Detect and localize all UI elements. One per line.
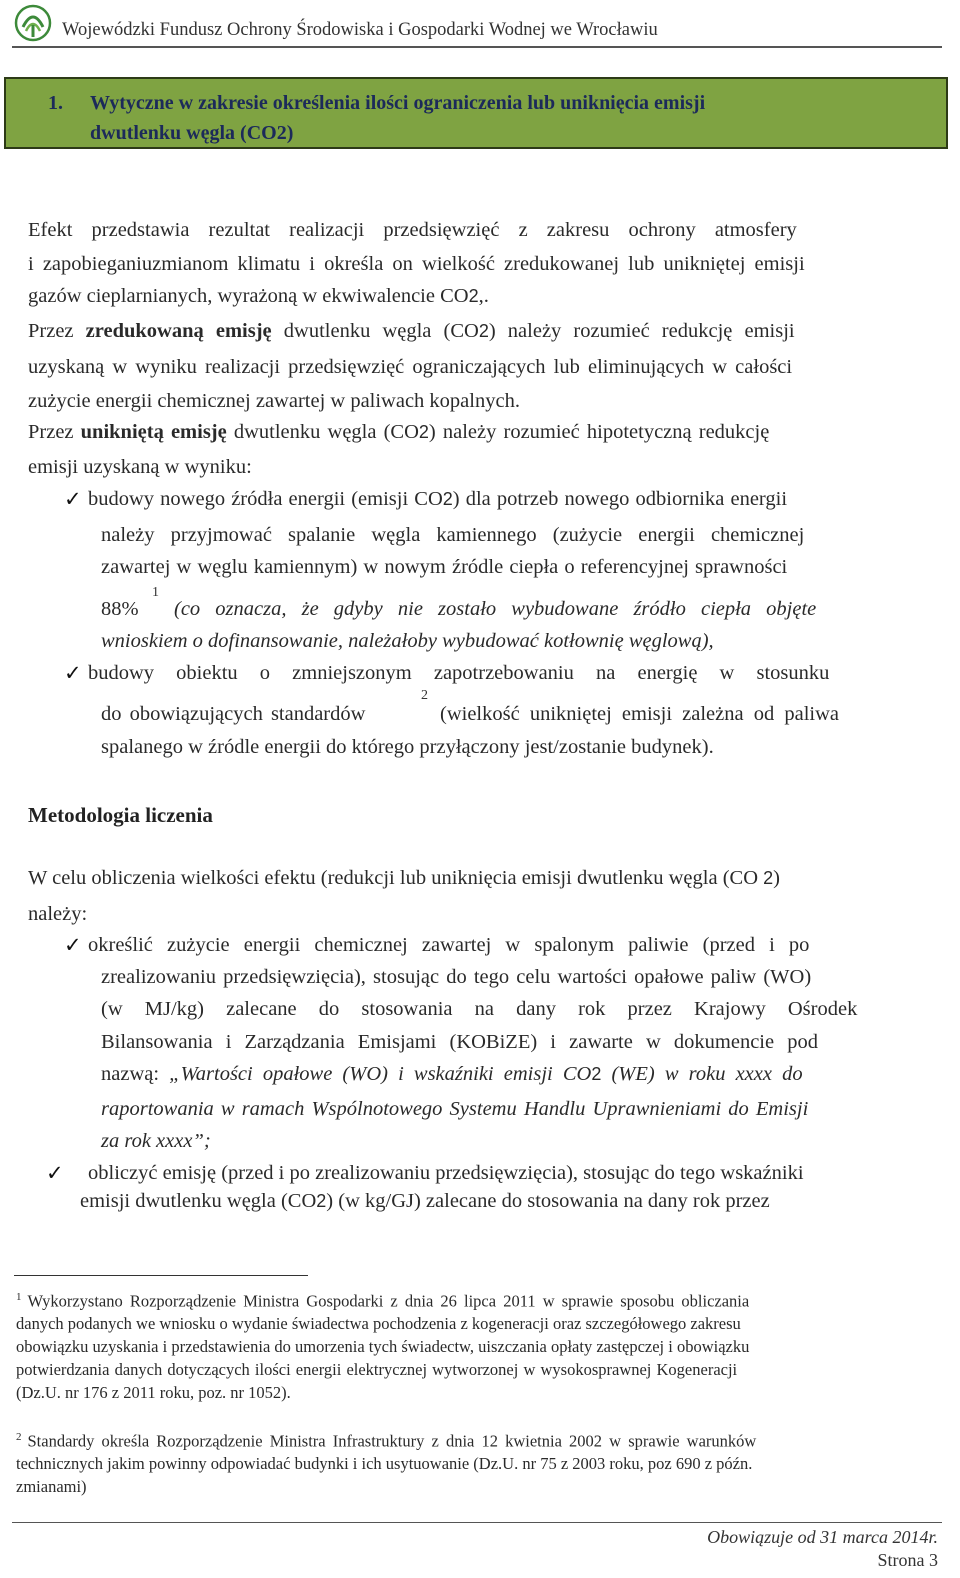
reduced-text: dwutlenku węgla (CO: [271, 320, 479, 342]
footnote-2-line-2: technicznych jakim powinny odpowiadać budynki i ich usytuowanie (Dz.U. nr 75 z 2003 roku, poz 690 z późn.: [16, 1454, 753, 1473]
reduced-line-2: uzyskaną w wyniku realizacji przedsięwzięć ograniczających lub eliminujących w całości: [28, 356, 793, 378]
footnote-1-mark: 1: [16, 1291, 22, 1303]
bullet-b1-line-3: (w MJ/kg) zalecane do stosowania na dany rok przez Krajowy Ośrodek: [101, 998, 858, 1020]
footnote-1-line-3: obowiązku uzyskania i przedstawienia do umorzenia tych świadectw, uiszczania opłaty zastępczej i obowiązku: [16, 1337, 750, 1356]
bullet-b1-line-6: raportowania w ramach Wspólnotowego Systemu Handlu Uprawnieniami do Emisji: [101, 1098, 809, 1120]
co2-subscript: 2: [763, 868, 774, 888]
bullet-a2-line-3: spalanego w źródle energii do którego przyłączony jest/zostanie budynek).: [101, 736, 714, 758]
intro-line-3-end: ,.: [478, 285, 489, 307]
header-divider: [12, 46, 942, 48]
reduced-line-3: zużycie energii chemicznej zawartej w paliwach kopalnych.: [28, 390, 520, 412]
bullet-b1-line-4: Bilansowania i Zarządzania Emisjami (KOBiZE) i zawarte w dokumencie pod: [101, 1031, 818, 1053]
co2-subscript: 2: [316, 1191, 327, 1211]
bullet-a1-line-2: należy przyjmować spalanie węgla kamiennego (zużycie energii chemicznej: [101, 524, 805, 546]
footnote-ref-1[interactable]: 1: [152, 585, 159, 600]
footnote-1-text: Wykorzystano Rozporządzenie Ministra Gospodarki z dnia 26 lipca 2011 w sprawie sposobu obliczania: [27, 1291, 750, 1311]
bullet-b1-line-5: [101, 1063, 803, 1086]
avoided-line-2: emisji uzyskaną w wyniku:: [28, 456, 252, 478]
avoided-line-1: [28, 421, 769, 444]
co2-subscript: 2: [418, 422, 429, 442]
checkmark-icon: ✓: [64, 933, 82, 957]
document-title-part-2: (WE) w roku xxxx do: [611, 1063, 803, 1085]
bullet-a2-line-2a: do obowiązujących standardów: [101, 703, 366, 725]
bullet-b1-name-label: nazwą:: [101, 1063, 170, 1085]
section-number: 1.: [48, 92, 63, 114]
avoided-text: dwutlenku węgla (CO: [226, 421, 419, 443]
intro-line-2: i zapobieganiuzmianom klimatu i określa on wielkość zredukowanej lub unikniętej emisji: [28, 253, 805, 275]
page-number: Strona 3: [877, 1550, 938, 1570]
bullet-b2-line-1: obliczyć emisję (przed i po zrealizowaniu przedsięwzięcia), stosując do tego wskaźniki: [88, 1162, 804, 1184]
bullet-b1-line-7: za rok xxxx”;: [101, 1130, 211, 1152]
methodology-intro-line-2: należy:: [28, 903, 88, 925]
co2-subscript: 2: [442, 489, 453, 509]
reduced-text-end: ) należy rozumieć redukcję emisji: [488, 320, 795, 342]
co2-subscript: 2: [591, 1064, 602, 1084]
page-header: [10, 0, 942, 47]
bullet-b2-text: emisji dwutlenku węgla (CO: [80, 1190, 317, 1212]
methodology-intro-end: ): [773, 867, 780, 889]
bullet-a1-line-3: zawartej w węglu kamiennym) w nowym źródle ciepła o referencyjnej sprawności: [101, 556, 788, 578]
bullet-a2-line-1: budowy obiektu o zmniejszonym zapotrzebowaniu na energię w stosunku: [88, 662, 830, 684]
reduced-term: zredukowaną emisję: [85, 320, 272, 342]
bullet-a1-line-4a: 88%: [101, 598, 139, 620]
footnote-1-line-4: potwierdzania danych dotyczących ilości energii elektrycznej wytworzonej w wysokosprawnej Kogeneracji: [16, 1360, 738, 1379]
bullet-a1-text-end: ) dla potrzeb nowego odbiornika energii: [452, 488, 788, 510]
reduced-line-1: [28, 320, 795, 343]
bullet-b2-line-2: [80, 1190, 770, 1213]
methodology-intro-line-1: [28, 867, 780, 890]
footnote-1-line-5: (Dz.U. nr 176 z 2011 roku, poz. nr 1052).: [16, 1383, 291, 1402]
methodology-heading: Metodologia liczenia: [28, 803, 213, 827]
co2-subscript: 2: [468, 286, 479, 306]
wfosigw-tree-logo-icon: [14, 3, 52, 43]
intro-line-3: [28, 285, 489, 308]
intro-line-3-text: gazów cieplarnianych, wyrażoną w ekwiwalencie CO: [28, 285, 469, 307]
checkmark-icon: ✓: [64, 487, 82, 511]
header-title: Wojewódzki Fundusz Ochrony Środowiska i Gospodarki Wodnej we Wrocławiu: [62, 20, 658, 40]
footnote-2-text: Standardy określa Rozporządzenie Ministra Infrastruktury z dnia 12 kwietnia 2002 w sprawie warunków: [27, 1431, 757, 1451]
methodology-intro-text: W celu obliczenia wielkości efektu (redukcji lub uniknięcia emisji dwutlenku węgla (CO: [28, 867, 764, 889]
footnote-ref-2[interactable]: 2: [421, 688, 428, 703]
document-title-part-1: „Wartości opałowe (WO) i wskaźniki emisji CO: [169, 1063, 592, 1085]
section-title-line-2: dwutlenku węgla (CO2): [90, 122, 294, 144]
checkmark-icon: ✓: [64, 661, 82, 685]
bullet-b1-line-2: zrealizowaniu przedsięwzięcia), stosując do tego celu wartości opałowe paliw (WO): [101, 966, 812, 988]
footnote-2-line-1: [16, 1431, 756, 1452]
bullet-a1-text: budowy nowego źródła energii (emisji CO: [88, 488, 443, 510]
effective-date: Obowiązuje od 31 marca 2014r.: [707, 1527, 938, 1547]
reduced-prefix: Przez: [28, 320, 86, 342]
intro-line-1: [28, 219, 938, 242]
footnote-2-mark: 2: [16, 1431, 22, 1443]
bullet-b1-line-1: określić zużycie energii chemicznej zawartej w spalonym paliwie (przed i po: [88, 934, 810, 956]
checkmark-icon: ✓: [46, 1161, 64, 1185]
co2-subscript: 2: [478, 321, 489, 341]
footnote-1-line-1: [16, 1291, 749, 1312]
section-title-line-1: Wytyczne w zakresie określenia ilości ograniczenia lub uniknięcia emisji: [90, 92, 706, 114]
bullet-a2-line-2b: (wielkość unikniętej emisji zależna od paliwa: [440, 703, 839, 725]
avoided-text-end: ) należy rozumieć hipotetyczną redukcję: [428, 421, 770, 443]
bullet-a1-line-4b: (co oznacza, że gdyby nie zostało wybudowane źródło ciepła objęte: [174, 598, 817, 620]
footnote-divider: [14, 1275, 308, 1276]
avoided-prefix: Przez: [28, 421, 81, 443]
bullet-a1-line-1: [88, 488, 787, 511]
intro-line-1-text: Efekt przedstawia rezultat realizacji przedsięwzięć z zakresu ochrony atmosfery: [28, 219, 797, 241]
footer-divider: [12, 1522, 942, 1523]
bullet-b2-text-end: ) (w kg/GJ) zalecane do stosowania na dany rok przez: [326, 1190, 770, 1212]
footnote-1-line-2: danych podanych we wniosku o wydanie świadectwa pochodzenia z kogeneracji oraz szczegółowego zakresu: [16, 1314, 741, 1333]
avoided-term: unikniętą emisję: [80, 421, 227, 443]
bullet-a1-line-5: wnioskiem o dofinansowanie, należałoby wybudować kotłownię węglową),: [101, 630, 714, 652]
footnote-2-line-3: zmianami): [16, 1477, 87, 1496]
